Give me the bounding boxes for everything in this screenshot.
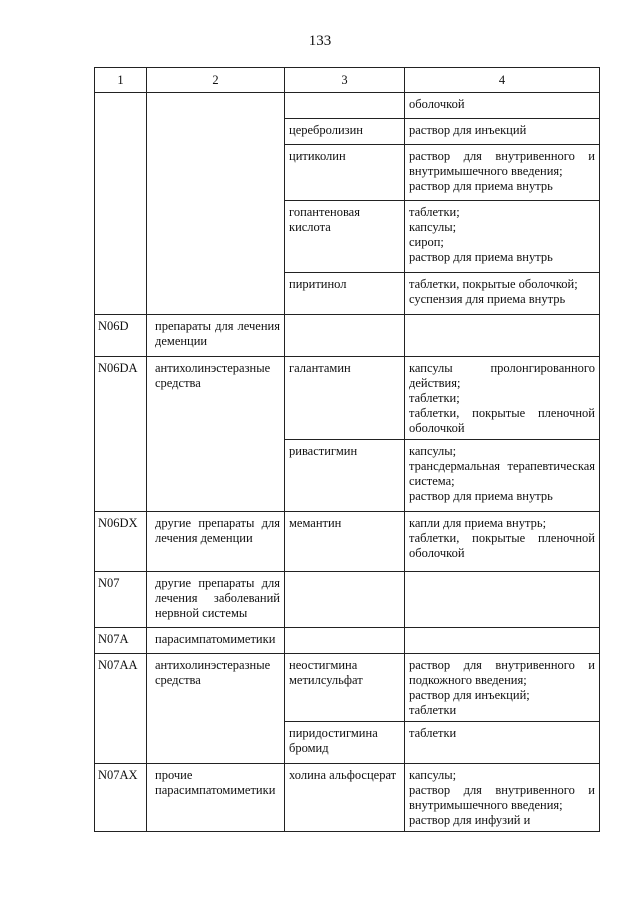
- drug-cell: церебролизин: [285, 119, 405, 145]
- drug-cell: ривастигмин: [285, 440, 405, 512]
- drug-cell: холина альфосцерат: [285, 764, 405, 832]
- drug-cell: [285, 572, 405, 628]
- form-cell: [405, 722, 600, 764]
- atc-code-cell: N07AA: [95, 654, 147, 764]
- group-cell: антихолинэстеразные средства: [147, 654, 285, 764]
- table-row: [95, 93, 600, 119]
- drug-table: [94, 67, 600, 832]
- dosage-form-line: раствор для внутривенного и внутримышечного введения;: [409, 783, 595, 812]
- dosage-form-line: раствор для приема внутрь: [409, 179, 553, 193]
- dosage-form-line: таблетки, покрытые пленочной оболочкой: [409, 406, 595, 435]
- header-row: [95, 68, 600, 93]
- table-row: [95, 764, 600, 832]
- drug-cell: гопантеновая кислота: [285, 201, 405, 273]
- form-cell: [405, 119, 600, 145]
- form-cell: [405, 440, 600, 512]
- form-cell: [405, 273, 600, 315]
- dosage-form-line: таблетки: [409, 703, 457, 717]
- drug-cell: [285, 315, 405, 357]
- table-row: [95, 357, 600, 440]
- form-cell: [405, 572, 600, 628]
- dosage-form-line: таблетки, покрытые пленочной оболочкой: [409, 531, 595, 560]
- dosage-form-line: капсулы;: [409, 444, 457, 458]
- drug-cell: [285, 93, 405, 119]
- atc-code-cell: N06D: [95, 315, 147, 357]
- table-row: [95, 572, 600, 628]
- form-cell: [405, 764, 600, 832]
- drug-cell: мемантин: [285, 512, 405, 572]
- form-cell: [405, 201, 600, 273]
- atc-code-cell: N07AX: [95, 764, 147, 832]
- atc-code-cell: N06DX: [95, 512, 147, 572]
- group-cell: другие препараты для лечения заболеваний нервной системы: [147, 572, 285, 628]
- atc-code-cell: N07A: [95, 628, 147, 654]
- dosage-form-line: капсулы;: [409, 768, 457, 782]
- dosage-form-line: трансдермальная терапевтическая система;: [409, 459, 595, 488]
- atc-code-cell: [95, 93, 147, 315]
- dosage-form-line: раствор для инъекций;: [409, 688, 530, 702]
- header-cell: 3: [285, 68, 405, 93]
- drug-cell: цитиколин: [285, 145, 405, 201]
- header-cell: 1: [95, 68, 147, 93]
- dosage-form-line: сироп;: [409, 235, 444, 249]
- dosage-form-line: таблетки;: [409, 205, 460, 219]
- form-cell: [405, 145, 600, 201]
- form-cell: [405, 654, 600, 722]
- table-row: [95, 654, 600, 722]
- dosage-form-line: капсулы пролонгированного действия;: [409, 361, 595, 390]
- drug-cell: галантамин: [285, 357, 405, 440]
- dosage-form-line: раствор для внутривенного и подкожного введения;: [409, 658, 595, 687]
- form-cell: [405, 93, 600, 119]
- dosage-form-line: таблетки: [409, 726, 457, 740]
- group-cell: парасимпатомиметики: [147, 628, 285, 654]
- form-cell: [405, 628, 600, 654]
- group-cell: препараты для лечения деменции: [147, 315, 285, 357]
- atc-code-cell: N06DA: [95, 357, 147, 512]
- drug-cell: [285, 628, 405, 654]
- drug-cell: пиридостигмина бромид: [285, 722, 405, 764]
- dosage-form-line: раствор для приема внутрь: [409, 489, 553, 503]
- drug-cell: неостигмина метилсульфат: [285, 654, 405, 722]
- group-cell: другие препараты для лечения деменции: [147, 512, 285, 572]
- dosage-form-line: раствор для внутривенного и внутримышечного введения;: [409, 149, 595, 178]
- group-cell: прочие парасимпатомиметики: [147, 764, 285, 832]
- form-cell: [405, 512, 600, 572]
- dosage-form-line: оболочкой: [409, 97, 465, 111]
- form-cell: [405, 357, 600, 440]
- dosage-form-line: таблетки;: [409, 391, 460, 405]
- dosage-form-line: суспензия для приема внутрь: [409, 292, 566, 306]
- dosage-form-line: раствор для приема внутрь: [409, 250, 553, 264]
- atc-code-cell: N07: [95, 572, 147, 628]
- header-cell: 4: [405, 68, 600, 93]
- group-cell: [147, 93, 285, 315]
- form-cell: [405, 315, 600, 357]
- page-number: 133: [308, 33, 332, 49]
- group-cell: антихолинэстеразные средства: [147, 357, 285, 512]
- dosage-form-line: таблетки, покрытые оболочкой;: [409, 277, 578, 291]
- table-row: [95, 315, 600, 357]
- dosage-form-line: раствор для инъекций: [409, 123, 527, 137]
- dosage-form-line: раствор для инфузий и: [409, 813, 531, 827]
- dosage-form-line: капсулы;: [409, 220, 457, 234]
- table-row: [95, 512, 600, 572]
- dosage-form-line: капли для приема внутрь;: [409, 516, 547, 530]
- header-cell: 2: [147, 68, 285, 93]
- drug-cell: пиритинол: [285, 273, 405, 315]
- table-row: [95, 628, 600, 654]
